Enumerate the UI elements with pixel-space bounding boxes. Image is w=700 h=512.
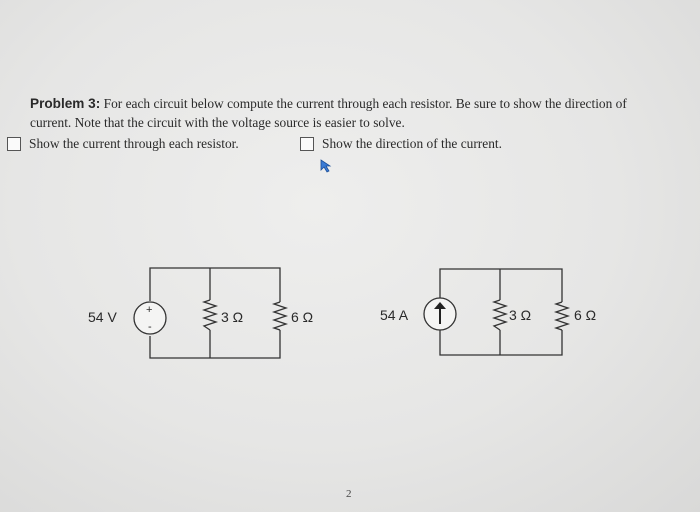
resistor-6-ohm-label: 6 Ω xyxy=(574,307,597,323)
current-source-label: 54 A xyxy=(380,307,409,323)
circuit-right xyxy=(380,269,596,355)
resistor-3-ohm xyxy=(494,300,506,330)
checklist-label-direction: Show the direction of the current. xyxy=(322,136,502,151)
minus-sign: - xyxy=(148,321,152,333)
problem-label: Problem 3: xyxy=(30,96,101,111)
plus-sign: + xyxy=(146,304,153,316)
resistor-3-ohm-label: 3 Ω xyxy=(221,309,244,325)
page-number: 2 xyxy=(346,488,352,500)
circuit-left xyxy=(88,268,313,358)
voltage-source-label: 54 V xyxy=(88,309,117,325)
voltage-source xyxy=(134,302,166,334)
resistor-3-ohm-label: 3 Ω xyxy=(509,307,532,323)
problem-text: For each circuit below compute the current through each resistor. Be sure to show the direction of current. Note that the circuit with the voltage source is easier to solve. xyxy=(30,96,627,130)
resistor-6-ohm xyxy=(556,302,568,330)
current-source xyxy=(424,298,456,330)
checklist-label-current: Show the current through each resistor. xyxy=(29,136,239,151)
resistor-3-ohm xyxy=(204,300,216,330)
resistor-6-ohm-label: 6 Ω xyxy=(291,309,314,325)
resistor-6-ohm xyxy=(274,302,286,330)
